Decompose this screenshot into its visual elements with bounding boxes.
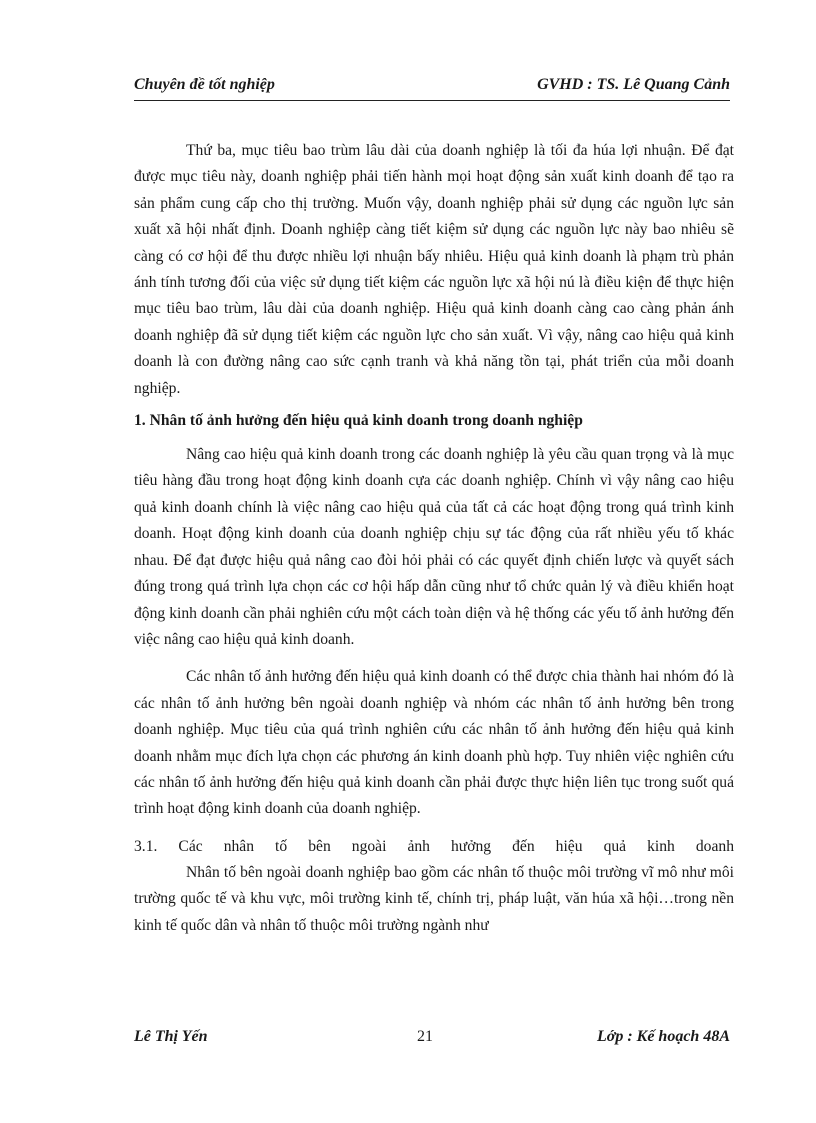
- header-title: Chuyên đề tốt nghiệp: [134, 76, 275, 93]
- page-header: [134, 74, 730, 101]
- page-footer: [134, 1028, 730, 1050]
- page-number: 21: [417, 1028, 433, 1045]
- header-advisor: GVHD : TS. Lê Quang Cảnh: [537, 76, 730, 93]
- paragraph-2: Nâng cao hiệu quả kinh doanh trong các doanh nghiệp là yêu cầu quan trọng và là mục tiêu hàng đầu trong hoạt động kinh doanh cựa các doanh nghiệp. Chính vì vậy nâng cao hiệu quả kinh doanh chính là việc nâng cao hiệu quả của tất cả các hoạt động trong quá trình kinh doanh. Hoạt động kinh doanh của doanh nghiệp chịu sự tác động của rất nhiều yếu tố khác nhau. Để đạt được hiệu quả nâng cao đòi hỏi phải có các quyết định chiến lược và quyết sách đúng trong quá trình lựa chọn các cơ hội hấp dẫn cũng như tổ chức quản lý và điều khiển hoạt động kinh doanh cần phải nghiên cứu một cách toàn diện và hệ thống các yếu tố ảnh hưởng đến việc nâng cao hiệu quả kinh doanh.: [134, 446, 734, 648]
- paragraph-1: Thứ ba, mục tiêu bao trùm lâu dài của doanh nghiệp là tối đa húa lợi nhuận. Để đạt được mục tiêu này, doanh nghiệp phải tiến hành mọi hoạt động sản xuất kinh doanh để tạo ra sản phẩm cung cấp cho thị trường. Muốn vậy, doanh nghiệp phải sử dụng các nguồn lực sản xuất xã hội nhất định. Doanh nghiệp càng tiết kiệm sử dụng các nguồn lực này bao nhiêu sẽ càng có cơ hội để thu được nhiều lợi nhuận bấy nhiêu. Hiệu quả kinh doanh là phạm trù phản ánh tính tương đối của việc sử dụng tiết kiệm các nguồn lực xã hội nú là điều kiện để thực hiện mục tiêu bao trùm, lâu dài của doanh nghiệp. Hiệu quả kinh doanh càng cao càng phản ánh doanh nghiệp đã sử dụng tiết kiệm các nguồn lực cho sản xuất. Vì vậy, nâng cao hiệu quả kinh doanh là con đường nâng cao sức cạnh tranh và khả năng tồn tại, phát triển của mỗi doanh nghiệp.: [134, 142, 734, 397]
- subsection-heading: 3.1. Các nhân tố bên ngoài ảnh hưởng đến hiệu quả kinh doanh: [134, 837, 734, 855]
- paragraph-3: Các nhân tố ảnh hưởng đến hiệu quả kinh doanh có thể được chia thành hai nhóm đó là các nhân tố ảnh hưởng bên ngoài doanh nghiệp và nhóm các nhân tố ảnh hưởng bên trong doanh nghiệp. Mục tiêu của quá trình nghiên cứu các nhân tố ảnh hưởng đến hiệu quả kinh doanh nhằm mục đích lựa chọn các phương án kinh doanh phù hợp. Tuy nhiên việc nghiên cứu các nhân tố ảnh hưởng đến hiệu quả kinh doanh cần phải được thực hiện liên tục trong suốt quá trình hoạt động kinh doanh của doanh nghiệp.: [134, 668, 734, 818]
- page-body: [134, 138, 734, 950]
- paragraph-4: Nhân tố bên ngoài doanh nghiệp bao gồm các nhân tố thuộc môi trường vĩ mô như môi trường quốc tế và khu vực, môi trường kinh tế, chính trị, pháp luật, văn húa xã hội…trong nền kinh tế quốc dân và nhân tố thuộc môi trường ngành như: [134, 863, 734, 934]
- footer-class: Lớp : Kế hoạch 48A: [596, 1028, 730, 1045]
- section-heading: 1. Nhân tố ảnh hưởng đến hiệu quả kinh doanh trong doanh nghiệp: [134, 412, 583, 430]
- footer-author: Lê Thị Yến: [134, 1028, 208, 1045]
